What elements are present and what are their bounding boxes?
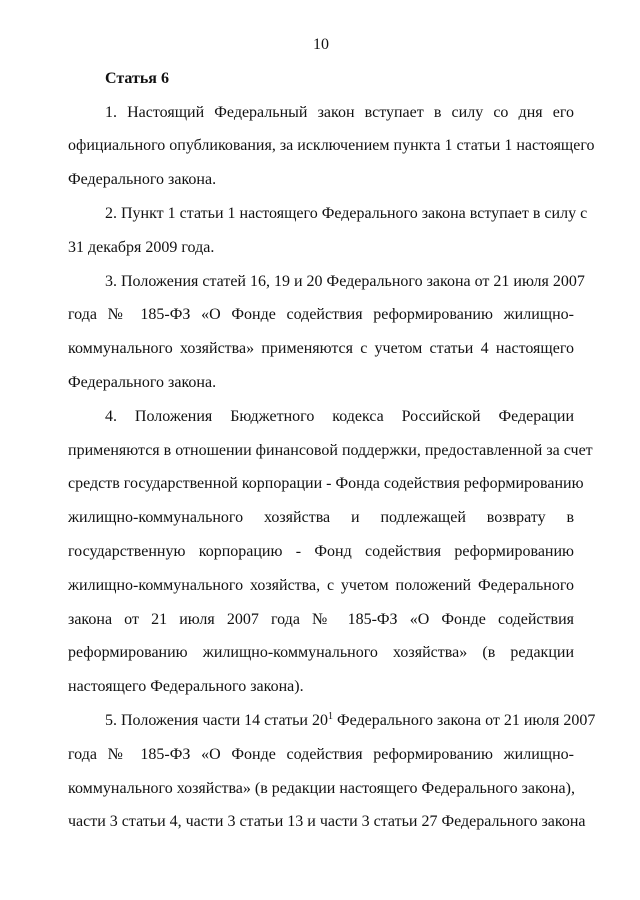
text-line: 2. Пункт 1 статьи 1 настоящего Федерального закона вступает в силу с <box>105 204 588 222</box>
paragraph-2 <box>68 197 588 265</box>
text-line: 3. Положения статей 16, 19 и 20 Федерального закона от 21 июля 2007 <box>105 272 585 290</box>
text-line: года № 185-ФЗ «О Фонде содействия реформированию жилищно- <box>68 306 574 324</box>
paragraph-1 <box>68 96 595 197</box>
text-line: жилищно-коммунального хозяйства и подлежащей возврату в <box>68 509 574 527</box>
text-line: средств государственной корпорации - Фонда содействия реформированию <box>68 475 584 493</box>
article-heading: Статья 6 <box>105 69 169 87</box>
text-line: коммунального хозяйства» применяются с учетом статьи 4 настоящего <box>68 340 574 358</box>
page-number: 10 <box>313 36 329 53</box>
paragraph-4 <box>68 400 593 704</box>
text-line: года № 185-ФЗ «О Фонде содействия реформированию жилищно- <box>68 745 574 763</box>
text-line: Федерального закона. <box>68 373 217 391</box>
text-line: 1. Настоящий Федеральный закон вступает в силу со дня его <box>105 103 574 121</box>
text-line: настоящего Федерального закона). <box>68 678 304 696</box>
text-line: закона от 21 июля 2007 года № 185-ФЗ «О Фонде содействия <box>68 610 574 628</box>
text-line: реформированию жилищно-коммунального хозяйства» (в редакции <box>68 644 574 662</box>
text-line: части 3 статьи 4, части 3 статьи 13 и части 3 статьи 27 Федерального закона <box>68 813 586 831</box>
superscript: 1 <box>328 710 333 722</box>
text-line: официального опубликования, за исключением пункта 1 статьи 1 настоящего <box>68 137 595 155</box>
paragraph-5 <box>68 704 596 839</box>
text-line: государственную корпорацию - Фонд содействия реформированию <box>68 542 574 560</box>
text-line <box>68 704 596 738</box>
document-page <box>68 28 596 839</box>
text-segment: Федерального закона от 21 июля 2007 <box>333 711 596 729</box>
text-line: 31 декабря 2009 года. <box>68 238 215 256</box>
text-line: коммунального хозяйства» (в редакции настоящего Федерального закона), <box>68 779 575 797</box>
text-line: Федерального закона. <box>68 171 217 189</box>
paragraph-3 <box>68 265 585 400</box>
text-line: применяются в отношении финансовой поддержки, предоставленной за счет <box>68 441 593 459</box>
text-line: жилищно-коммунального хозяйства, с учетом положений Федерального <box>68 576 574 594</box>
text-segment: 5. Положения части 14 статьи 20 <box>105 711 328 729</box>
text-line: 4. Положения Бюджетного кодекса Российской Федерации <box>105 407 574 425</box>
